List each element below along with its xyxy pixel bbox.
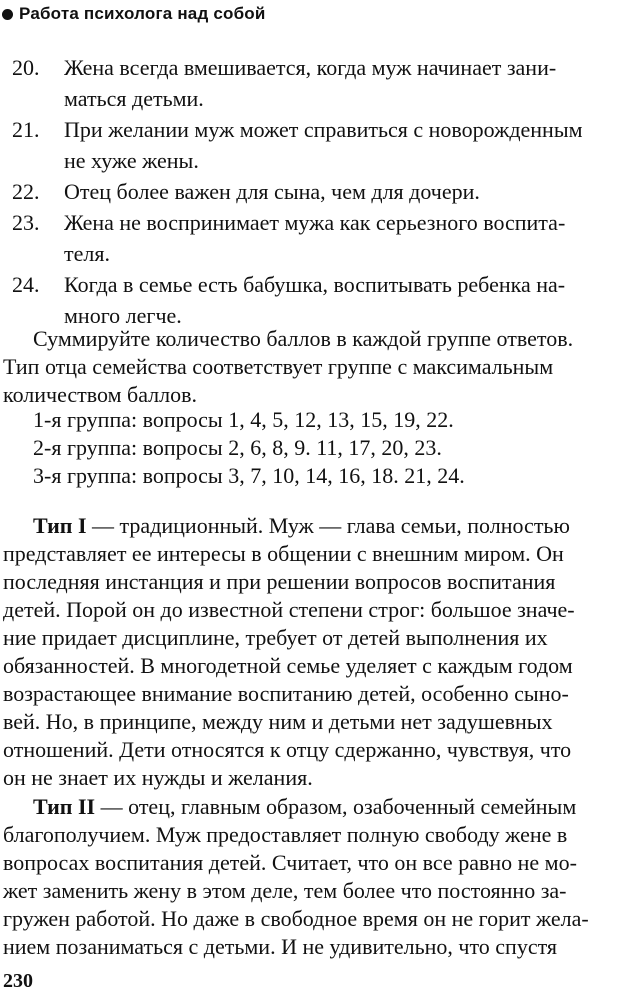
question-item <box>12 52 612 114</box>
question-number: 24. <box>12 272 40 297</box>
group-item: 2-я группа: вопросы 2, 6, 8, 9. 11, 17, 20, 23. <box>33 435 442 460</box>
question-item <box>12 176 612 207</box>
type2-paragraph: Тип II — отец, главным образом, озабоченный семейным благополучием. Муж предоставляет полную свободу жене в вопросах воспитания детей. Считает, что он все равно не мо- жет заменить жену в этом деле, тем более что постоянно за- гружен работой. Но даже в свободное время он не горит жела- нием позаниматься с детьми. И не удивительно, что спустя <box>3 794 589 959</box>
group-item: 1-я группа: вопросы 1, 4, 5, 12, 13, 15, 19, 22. <box>33 407 454 432</box>
group-list <box>33 406 465 490</box>
header-title: Работа психолога над собой <box>19 4 266 23</box>
page-number: 230 <box>3 970 33 992</box>
question-text: При желании муж может справиться с новорожденным не хуже жены. <box>64 117 583 173</box>
group-item: 3-я группа: вопросы 3, 7, 10, 14, 16, 18. 21, 24. <box>33 463 465 488</box>
question-item <box>12 114 612 176</box>
type1-paragraph: Тип I — традиционный. Муж — глава семьи, полностью представляет ее интересы в общении с внешним миром. Он последняя инстанция и при решении вопросов воспитания детей. Порой он до известной степени строг: большое значе- ние придает дисциплине, требует от детей выполнения их обязанностей. В многодетной семье уделяет с каждым годом возрастающее внимание воспитанию детей, особенно сыно- вей. Но, в принципе, между ним и детьми нет задушевных отношений. Дети относятся к отцу сдержанно, чувствуя, что он не знает их нужды и желания. <box>3 513 575 790</box>
question-number: 20. <box>12 55 40 80</box>
question-number: 22. <box>12 179 40 204</box>
question-text: Жена не воспринимает мужа как серьезного воспита- теля. <box>64 210 566 266</box>
question-number: 21. <box>12 117 40 142</box>
question-item <box>12 207 612 269</box>
question-item <box>12 269 612 331</box>
bullet-icon <box>2 9 13 20</box>
type1-label: Тип I <box>33 513 87 538</box>
question-text: Отец более важен для сына, чем для дочери. <box>64 179 480 204</box>
question-list <box>12 52 612 331</box>
question-text: Жена всегда вмешивается, когда муж начинает зани- маться детьми. <box>64 55 557 111</box>
question-number: 23. <box>12 210 40 235</box>
summary-paragraph: Суммируйте количество баллов в каждой группе ответов. Тип отца семейства соответствует группе с максимальным количеством баллов. <box>3 326 574 407</box>
running-header <box>2 2 266 26</box>
question-text: Когда в семье есть бабушка, воспитывать ребенка на- много легче. <box>64 272 566 328</box>
type2-label: Тип II <box>33 794 96 819</box>
